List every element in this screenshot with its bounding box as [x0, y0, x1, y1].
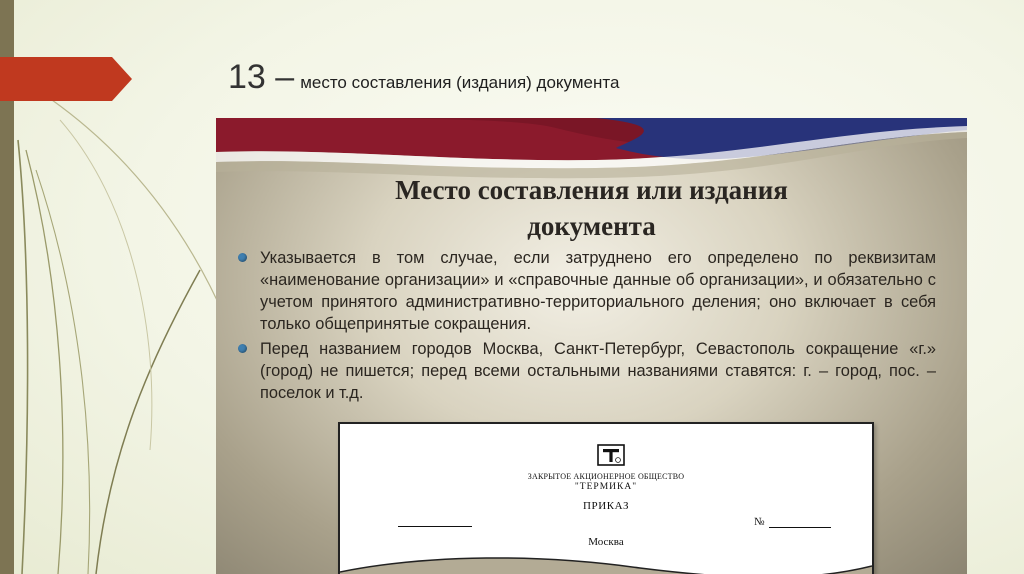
document-company-type: ЗАКРЫТОЕ АКЦИОНЕРНОЕ ОБЩЕСТВО — [527, 472, 685, 481]
embedded-slide-heading — [216, 172, 967, 244]
slide-title-number: 13 – — [228, 58, 295, 96]
heading-line-2: документа — [527, 211, 656, 241]
bullet-list — [260, 247, 936, 407]
title-accent-tab — [0, 57, 132, 101]
list-item — [260, 338, 936, 404]
document-wave-cutoff — [340, 548, 872, 574]
slide-title-text: место составления (издания) документа — [300, 73, 620, 92]
document-company-name: "ТЕРМИКА" — [574, 482, 638, 492]
bullet-text: Перед названием городов Москва, Санкт-Петербург, Севастополь сокращение «г.» (город) не пишется; перед всеми остальными названиями ставятся: г. – город, пос. – поселок и т.д. — [260, 340, 936, 402]
document-number-sign: № — [754, 516, 765, 528]
bullet-icon — [238, 253, 247, 262]
document-place: Москва — [588, 536, 624, 548]
document-sample — [338, 422, 874, 574]
slide-title — [228, 58, 619, 98]
embedded-slide-image — [216, 118, 967, 574]
bullet-text: Указывается в том случае, если затруднено его определено по реквизитам «наименование организации» и «справочные данные об организации», и обязательно с учетом принятого административно-территориального деления; оно включает в себя только общепринятые сокращения. — [260, 249, 936, 333]
list-item — [260, 247, 936, 335]
company-logo-t-icon — [597, 444, 625, 466]
document-order-label: ПРИКАЗ — [582, 500, 630, 512]
bullet-icon — [238, 344, 247, 353]
document-date-line — [398, 526, 472, 527]
document-number-field — [754, 516, 831, 528]
heading-line-1: Место составления или издания — [395, 175, 788, 205]
document-number-line — [769, 527, 831, 528]
